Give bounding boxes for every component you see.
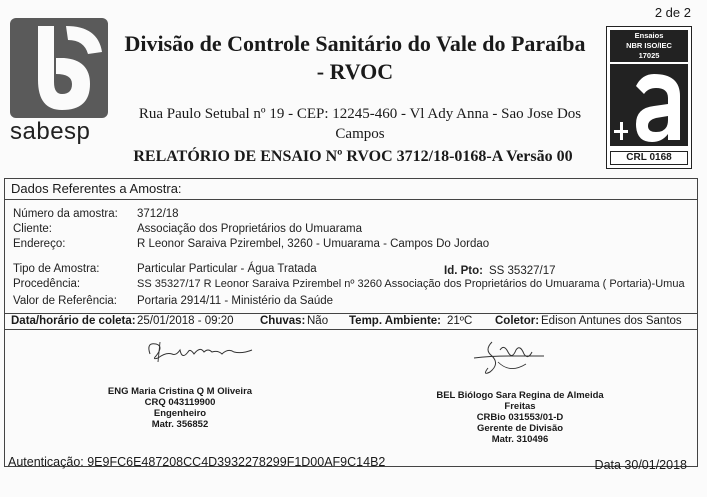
tipo-label: Tipo de Amostra: — [13, 263, 100, 275]
cert-line2: NBR ISO/IEC — [626, 41, 672, 50]
right-signature-icon — [470, 334, 550, 380]
collect-datetime-label: Data/horário de coleta: — [11, 315, 136, 327]
authentication — [8, 455, 385, 469]
auth-value: 9E9FC6E487208CC4D3932278299F1D00AF9C14B2 — [87, 455, 386, 469]
logo-text: sabesp — [10, 118, 91, 145]
right-sig-role2: Gerente de Divisão — [476, 423, 564, 434]
endereco-value: R Leonor Saraiva Pzirembel, 3260 - Umuarama - Campos Do Jordao — [137, 238, 490, 250]
report-number: RELATÓRIO DE ENSAIO Nº RVOC 3712/18-0168-A Versão 00 — [133, 148, 573, 165]
left-sig-name: ENG Maria Cristina Q M Oliveira — [107, 386, 253, 397]
header-title — [120, 30, 590, 86]
left-sig-crq: CRQ 043119900 — [144, 397, 216, 408]
right-signatory — [420, 390, 620, 445]
coletor-value: Edison Antunes dos Santos — [541, 315, 682, 327]
coletor-label: Coletor: — [495, 315, 540, 327]
address-line2: Campos — [335, 126, 385, 142]
chuvas-value: Não — [307, 315, 329, 327]
cliente-value: Associação dos Proprietários do Umuarama — [137, 223, 362, 235]
right-sig-name: BEL Biólogo Sara Regina de Almeida — [436, 390, 604, 401]
left-signatory — [90, 386, 270, 430]
left-sig-matr: Matr. 356852 — [151, 419, 209, 430]
idpto-value: SS 35327/17 — [489, 265, 556, 277]
page-number: 2 de 2 — [654, 5, 691, 20]
temp-value: 21ºC — [447, 315, 473, 327]
header-title-line1: Divisão de Controle Sanitário do Vale do Paraíba — [124, 31, 586, 56]
tipo-value: Particular Particular - Água Tratada — [137, 263, 317, 275]
numero-label: Número da amostra: — [13, 208, 118, 220]
section-title: Dados Referentes a Amostra: — [5, 179, 697, 200]
right-sig-crbio: CRBio 031553/01-D — [476, 412, 564, 423]
header-title-line2: - RVOC — [316, 59, 394, 84]
header-address — [126, 104, 594, 144]
accreditation-mark-icon — [610, 64, 688, 146]
left-signature-icon — [142, 336, 262, 366]
cert-line1: Ensaios — [634, 31, 664, 40]
left-sig-role: Engenheiro — [153, 408, 207, 419]
auth-label: Autenticação: — [8, 455, 84, 469]
report-date: Data 30/01/2018 — [594, 458, 687, 472]
temp-label: Temp. Ambiente: — [349, 315, 442, 327]
endereco-label: Endereço: — [13, 238, 66, 250]
chuvas-label: Chuvas: — [260, 315, 306, 327]
cert-line3: 17025 — [638, 51, 660, 60]
collect-datetime-value: 25/01/2018 - 09:20 — [137, 315, 234, 327]
address-line1: Rua Paulo Setubal nº 19 - CEP: 12245-460 - Vl Ady Anna - Sao Jose Dos — [138, 106, 582, 122]
referencia-value: Portaria 2914/11 - Ministério da Saúde — [137, 295, 334, 307]
procedencia-value: SS 35327/17 R Leonor Saraiva Pzirembel nº 3260 Associação dos Proprietários do Umuarama ( Portaria)-Umua — [137, 278, 685, 290]
collection-row — [5, 313, 697, 330]
cliente-label: Cliente: — [13, 223, 52, 235]
referencia-label: Valor de Referência: — [13, 295, 117, 307]
cert-code: CRL 0168 — [610, 151, 688, 165]
right-sig-matr: Matr. 310496 — [491, 434, 549, 445]
accreditation-seal — [606, 26, 692, 169]
cert-header — [610, 30, 688, 62]
procedencia-label: Procedência: — [13, 278, 81, 290]
right-sig-role1: Freitas — [504, 401, 536, 412]
idpto-label: Id. Pto: — [444, 265, 483, 277]
numero-value: 3712/18 — [137, 208, 179, 220]
